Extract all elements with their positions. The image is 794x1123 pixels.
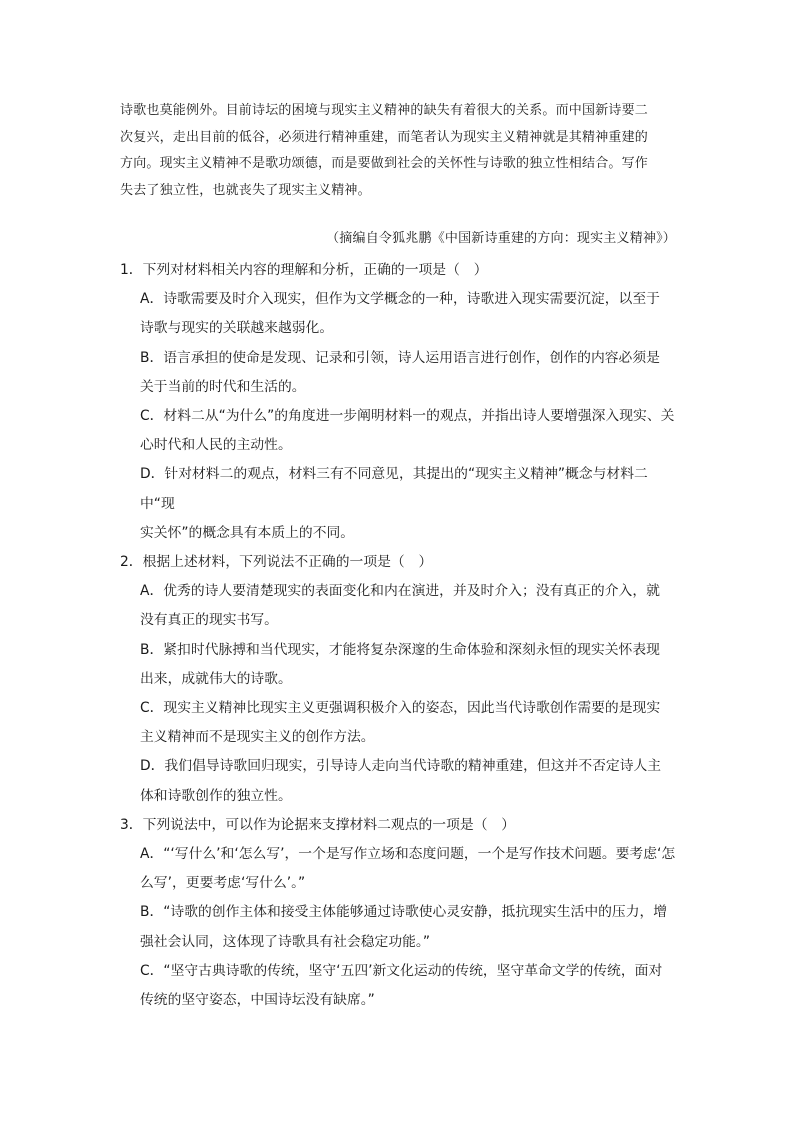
option-line: D．我们倡导诗歌回归现实，引导诗人走向当代诗歌的精神重建，但这并不否定诗人主 [140, 758, 662, 775]
question-stem: 3．下列说法中，可以作为论据来支撑材料二观点的一项是（ ） [120, 816, 516, 833]
option-c[interactable] [120, 402, 682, 460]
question-list [120, 256, 682, 1015]
passage-line: 失去了独立性，也就丧失了现实主义精神。 [120, 182, 371, 198]
option-c[interactable] [120, 957, 682, 1015]
option-line: A．“‘写什么’和‘怎么写’，一个是写作立场和态度问题，一个是写作技术问题。要考虑‘怎 [140, 846, 676, 863]
option-b[interactable] [120, 344, 682, 402]
option-line: 出来，成就伟大的诗歌。 [140, 670, 292, 687]
option-line: 强社会认同，这体现了诗歌具有社会稳定功能。” [140, 933, 430, 950]
option-d[interactable] [120, 460, 682, 548]
option-line: 么写’，更要考虑‘写什么’。” [140, 875, 306, 892]
option-line: 没有真正的现实书写。 [140, 612, 278, 629]
option-c[interactable] [120, 694, 682, 752]
option-line: C．材料二从“为什么”的角度进一步阐明材料一的观点，并指出诗人要增强深入现实、关 [140, 408, 675, 425]
option-d[interactable] [120, 752, 682, 810]
option-a[interactable] [120, 285, 682, 343]
option-b[interactable] [120, 636, 682, 694]
option-line: 体和诗歌创作的独立性。 [140, 787, 292, 804]
option-line: D．针对材料二的观点，材料三有不同意见，其提出的“现实主义精神”概念与材料二中“现 [140, 466, 648, 512]
passage-text [120, 98, 680, 204]
option-line: A．优秀的诗人要清楚现实的表面变化和内在演进，并及时介入；没有真正的介入，就 [140, 583, 660, 600]
option-a[interactable] [120, 840, 682, 898]
question-stem: 2．根据上述材料，下列说法不正确的一项是（ ） [120, 554, 433, 571]
option-b[interactable] [120, 898, 682, 956]
option-line: A．诗歌需要及时介入现实，但作为文学概念的一种，诗歌进入现实需要沉淀，以至于 [140, 291, 660, 308]
option-a[interactable] [120, 577, 682, 635]
question-1 [120, 256, 682, 548]
question-3 [120, 811, 682, 1015]
option-line: 实关怀”的概念具有本质上的不同。 [140, 524, 355, 541]
option-line: B．紧扣时代脉搏和当代现实，才能将复杂深邃的生命体验和深刻永恒的现实关怀表现 [140, 641, 660, 658]
option-line: C．现实主义精神比现实主义更强调积极介入的姿态，因此当代诗歌创作需要的是现实 [140, 700, 661, 717]
passage-line: 次复兴，走出目前的低谷，必须进行精神重建，而笔者认为现实主义精神就是其精神重建的 [120, 129, 649, 145]
option-line: B．“诗歌的创作主体和接受主体能够通过诗歌使心灵安静，抵抗现实生活中的压力，增 [140, 904, 668, 921]
passage-source: （摘编自令狐兆鹏《中国新诗重建的方向：现实主义精神》） [326, 231, 676, 246]
option-line: B．语言承担的使命是发现、记录和引领，诗人运用语言进行创作，创作的内容必须是 [140, 349, 660, 366]
passage-line: 诗歌也莫能例外。目前诗坛的困境与现实主义精神的缺失有着很大的关系。而中国新诗要二 [120, 103, 649, 118]
question-2 [120, 548, 682, 811]
passage-line: 方向。现实主义精神不是歌功颂德，而是要做到社会的关怀性与诗歌的独立性相结合。写作 [120, 156, 649, 171]
option-line: C．“坚守古典诗歌的传统，坚守‘五四’新文化运动的传统，坚守革命文学的传统，面对 [140, 962, 663, 979]
option-line: 关于当前的时代和生活的。 [140, 378, 306, 395]
option-line: 心时代和人民的主动性。 [140, 437, 292, 454]
option-line: 传统的坚守姿态，中国诗坛没有缺席。” [140, 992, 375, 1009]
option-line: 主义精神而不是现实主义的创作方法。 [140, 729, 375, 746]
question-stem: 1．下列对材料相关内容的理解和分析，正确的一项是（ ） [120, 262, 488, 278]
option-line: 诗歌与现实的关联越来越弱化。 [140, 320, 334, 337]
